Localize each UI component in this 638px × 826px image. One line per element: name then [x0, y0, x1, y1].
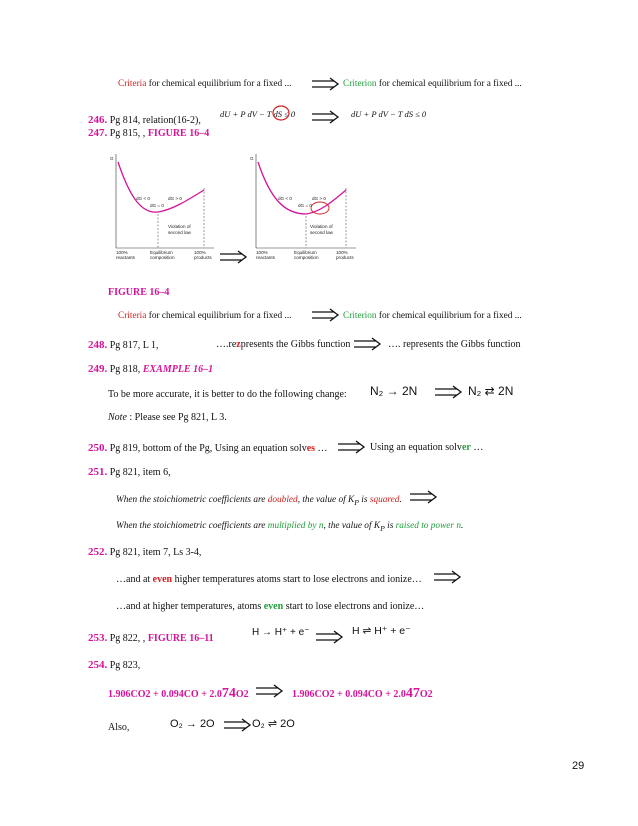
item-250: 250. Pg 819, bottom of the Pg, Using an equation solves …	[88, 442, 328, 454]
x-label-equilibrium: Equilibrium	[294, 250, 317, 255]
item-number: 253.	[88, 632, 108, 644]
item-number: 246.	[88, 114, 108, 126]
item-249-note: Note : Please see Pg 821, L 3.	[108, 412, 227, 423]
x-label-products-pct: 100%	[194, 250, 206, 255]
dg-positive-label: dG > 0	[312, 196, 326, 201]
implies-arrow-icon	[254, 684, 284, 698]
x-label-products: products	[336, 255, 354, 260]
typo-z: z	[236, 339, 241, 350]
item-249	[88, 363, 213, 376]
item-text: Pg 823,	[107, 660, 141, 671]
criteria-word: Criteria	[118, 311, 147, 321]
figure-ref: FIGURE 16–4	[147, 128, 210, 139]
item-251-line-2: When the stoichiometric coefficients are multiplied by n, the value of $K_P$ is raised to power n.	[116, 521, 464, 533]
violation-label-2: second law	[310, 230, 333, 235]
item-254	[88, 659, 140, 672]
item-252-line-1: …and at even higher temperatures atoms start to lose electrons and ionize…	[116, 574, 422, 585]
item-252	[88, 546, 201, 559]
equation-right: H ⇌ H⁺ + e⁻	[352, 625, 411, 637]
dg-zero-label: dG = 0	[298, 203, 312, 208]
x-label-composition: composition	[294, 255, 319, 260]
item-247	[88, 127, 209, 140]
item-246	[88, 114, 201, 127]
x-label-equilibrium: Equilibrium	[150, 250, 173, 255]
gibbs-graph-original	[110, 148, 220, 268]
implies-arrow-icon	[222, 718, 252, 732]
implies-arrow-icon	[352, 337, 382, 351]
criterion-rest: for chemical equilibrium for a fixed ...	[376, 79, 522, 89]
implies-arrow-icon	[433, 385, 463, 399]
highlight-es: es	[306, 443, 316, 454]
x-label-products: products	[194, 255, 212, 260]
criteria-rest: for chemical equilibrium for a fixed ...	[146, 79, 292, 89]
dg-positive-label: dG > 0	[168, 196, 182, 201]
item-number: 248.	[88, 339, 108, 351]
equation-left: H → H⁺ + e⁻	[252, 627, 310, 638]
implies-arrow-icon	[310, 308, 340, 322]
implies-arrow-icon	[408, 490, 438, 504]
item-text: Pg 819, bottom of the Pg, Using an equation	[107, 443, 291, 454]
item-254-left: 1.906CO2 + 0.094CO + 2.074O2	[108, 686, 249, 701]
x-label-reactants: reactants	[116, 255, 135, 260]
item-248-left: ….rezpresents the Gibbs function	[216, 339, 351, 350]
item-text: Pg 815, ,	[107, 128, 148, 139]
example-ref: EXAMPLE 16–1	[142, 364, 214, 375]
implies-arrow-icon	[310, 110, 340, 124]
page-number: 29	[572, 760, 585, 772]
figure-ref: FIGURE 16–11	[147, 633, 214, 644]
violation-label-1: Violation of	[168, 224, 191, 229]
criteria-word: Criteria	[118, 79, 147, 89]
item-251-line-1: When the stoichiometric coefficients are doubled, the value of $K_P$ is squared.	[116, 495, 402, 507]
axis-g-label: G	[250, 156, 254, 161]
dg-negative-label: dG < 0	[278, 196, 292, 201]
equation-right: N₂ ⇄ 2N	[468, 384, 514, 398]
item-text: Pg 818,	[107, 364, 143, 375]
criterion-line-2	[343, 310, 522, 322]
x-label-reactants-pct: 100%	[256, 250, 268, 255]
highlight-circle-icon	[271, 104, 291, 122]
implies-arrow-icon	[432, 570, 462, 584]
item-text: Pg 822, ,	[107, 633, 148, 644]
figure-caption: FIGURE 16–4	[108, 287, 170, 298]
dg-negative-label: dG < 0	[136, 196, 150, 201]
equation-left: O₂ → 2O	[170, 718, 215, 730]
item-text: Pg 814, relation(16-2),	[107, 115, 201, 126]
item-254-also: Also,	[108, 722, 130, 733]
criterion-word: Criterion	[343, 311, 377, 321]
item-251	[88, 466, 171, 479]
criteria-rest: for chemical equilibrium for a fixed ...	[146, 311, 292, 321]
equation-left: dU + P dV − T dS ≤ 0	[220, 109, 296, 119]
criteria-line-2	[118, 310, 292, 322]
item-249-line: To be more accurate, it is better to do the following change:	[108, 389, 347, 400]
x-label-reactants: reactants	[256, 255, 275, 260]
violation-label-1: Violation of	[310, 224, 333, 229]
item-248-right: …. represents the Gibbs function	[388, 339, 521, 350]
item-text: Pg 817, L 1,	[107, 340, 159, 351]
item-text: Pg 821, item 6,	[107, 467, 171, 478]
x-label-products-pct: 100%	[336, 250, 348, 255]
criteria-line-1	[118, 78, 292, 90]
criterion-line-1	[343, 78, 522, 90]
item-number: 250.	[88, 442, 108, 454]
violation-label-2: second law	[168, 230, 191, 235]
item-252-line-2: …and at higher temperatures, atoms even start to lose electrons and ionize…	[116, 601, 425, 612]
equation-right: dU + P dV − T dS ≤ 0	[351, 109, 427, 119]
item-254-right: 1.906CO2 + 0.094CO + 2.047O2	[292, 686, 433, 701]
item-number: 247.	[88, 127, 108, 139]
item-248	[88, 339, 159, 352]
highlight-er: er	[461, 442, 471, 453]
implies-arrow-icon	[218, 250, 248, 264]
criterion-word: Criterion	[343, 79, 377, 89]
implies-arrow-icon	[314, 630, 344, 644]
x-label-composition: composition	[150, 255, 175, 260]
item-number: 249.	[88, 363, 108, 375]
criterion-rest: for chemical equilibrium for a fixed ...	[376, 311, 522, 321]
implies-arrow-icon	[336, 440, 366, 454]
equation-right: O₂ ⇌ 2O	[252, 718, 295, 730]
x-label-reactants-pct: 100%	[116, 250, 128, 255]
item-number: 251.	[88, 466, 108, 478]
item-text: Pg 821, item 7, Ls 3-4,	[107, 547, 202, 558]
item-number: 254.	[88, 659, 108, 671]
item-number: 252.	[88, 546, 108, 558]
axis-g-label: G	[110, 156, 114, 161]
equation-left: N₂ → 2N	[370, 384, 418, 398]
item-253	[88, 632, 214, 645]
item-250-right: Using an equation solver …	[370, 442, 484, 453]
gibbs-graph-corrected	[250, 148, 362, 268]
dg-zero-label: dG = 0	[150, 203, 164, 208]
implies-arrow-icon	[310, 77, 340, 91]
